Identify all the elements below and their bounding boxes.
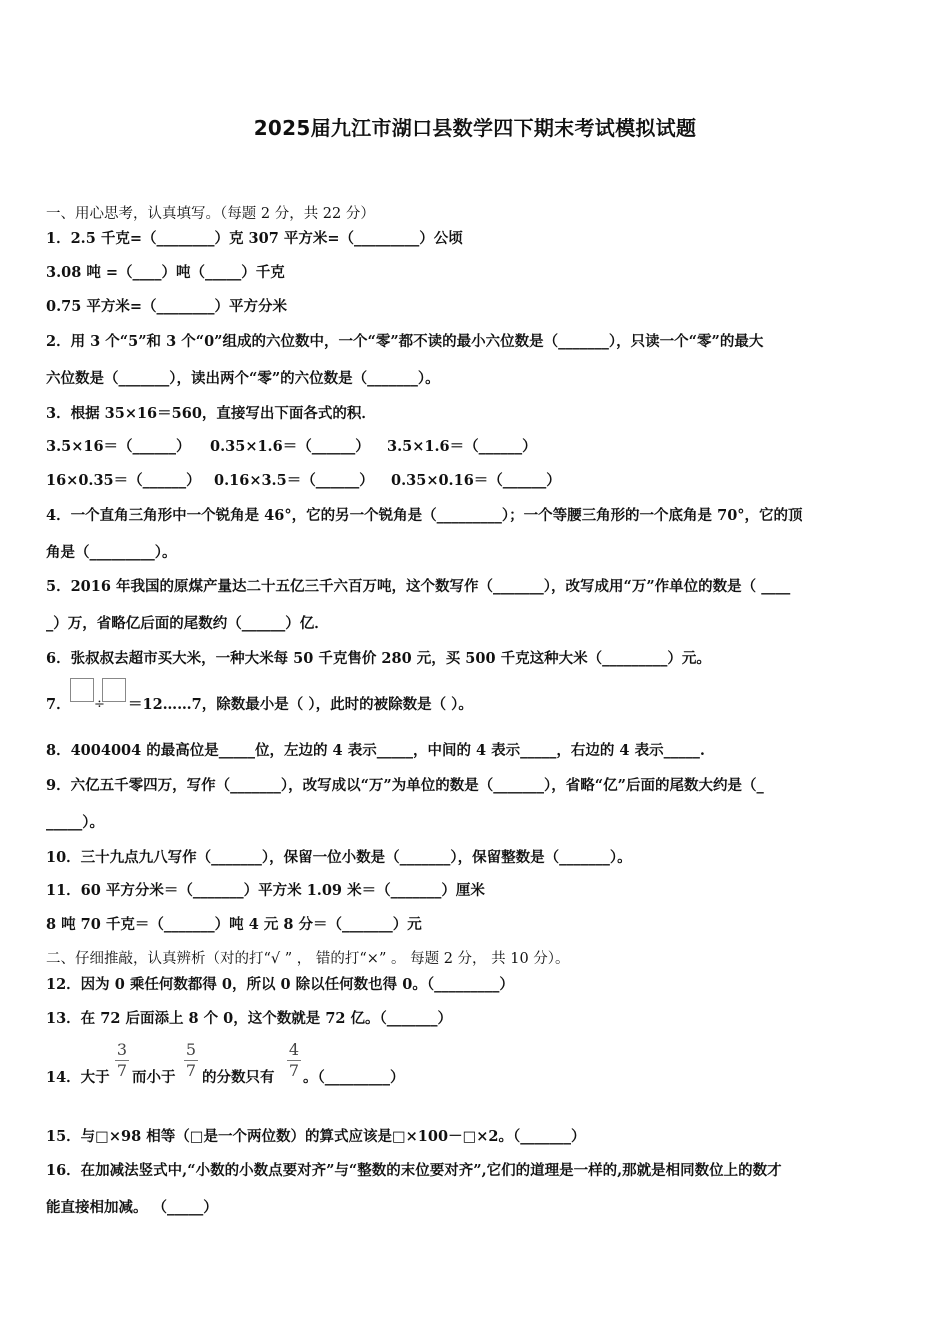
question-11-line-1: 11．60 平方分米＝（_______）平方米 1.09 米＝（_______）厘米	[46, 882, 485, 899]
question-16-line-1: 16．在加减法竖式中,“小数的小数点要对齐”与“整数的末位要对齐”,它们的道理是一样的,那就是相同数位上的数才	[46, 1162, 782, 1179]
question-9-line-1: 9．六亿五千零四万，写作（_______），改写成以“万”为单位的数是（_______），省略“亿”后面的尾数大约是（_	[46, 777, 764, 794]
question-16-line-2: 能直接相加减。 （_____）	[46, 1199, 218, 1216]
page-title: 2025届九江市湖口县数学四下期末考试模拟试题	[253, 116, 697, 140]
fraction-2	[184, 1042, 198, 1079]
question-3-item-1: 3.5×16＝（______）	[46, 438, 191, 455]
question-3-item-6: 0.35×0.16＝（______）	[391, 472, 561, 489]
question-4-line-1: 4．一个直角三角形中一个锐角是 46°，它的另一个锐角是（_________）；一个等腰三角形的一个底角是 70°，它的顶	[46, 507, 803, 524]
question-10: 10．三十九点九八写作（_______），保留一位小数是（_______），保留整数是（_______）。	[46, 849, 632, 866]
question-7-blank-boxes	[70, 678, 126, 712]
question-2-line-2: 六位数是（_______），读出两个“零”的六位数是（_______）。	[46, 370, 440, 387]
fraction-2-denominator: 7	[185, 1061, 197, 1080]
fraction-1-denominator: 7	[116, 1061, 128, 1080]
question-3-item-5: 0.16×3.5＝（______）	[214, 472, 374, 489]
fraction-1	[115, 1042, 129, 1079]
divide-sign: ÷	[94, 697, 105, 712]
question-5-line-2: _）万，省略亿后面的尾数约（______）亿．	[46, 615, 329, 632]
fraction-3	[287, 1042, 301, 1079]
question-3-item-4: 16×0.35＝（______）	[46, 472, 201, 489]
question-3-item-3: 3.5×1.6＝（______）	[387, 438, 537, 455]
question-2-line-1: 2．用 3 个“5”和 3 个“0”组成的六位数中，一个“零”都不读的最小六位数是（_______），只读一个“零”的最大	[46, 333, 764, 350]
question-14-middle: 而小于	[132, 1069, 176, 1086]
question-7-text: ＝12……7，除数最小是（ ），此时的被除数是（ ）。	[128, 696, 473, 713]
question-12: 12．因为 0 乘任何数都得 0，所以 0 除以任何数也得 0。（_________）	[46, 976, 514, 993]
question-11-line-2: 8 吨 70 千克＝（_______）吨 4 元 8 分＝（_______）元	[46, 916, 422, 933]
question-14-end: 。（_________）	[303, 1069, 405, 1086]
question-13: 13．在 72 后面添上 8 个 0，这个数就是 72 亿。（_______）	[46, 1010, 453, 1027]
question-14-prefix: 14．大于	[46, 1069, 110, 1086]
question-3-line-1: 3．根据 35×16＝560，直接写出下面各式的积．	[46, 405, 376, 422]
question-9-line-2: _____）。	[46, 814, 104, 831]
fraction-1-numerator: 3	[116, 1040, 128, 1059]
section-2-heading: 二、仔细推敲，认真辨析（对的打“√ ” ， 错的打“×” 。 每题 2 分， 共 10 分）。	[46, 951, 570, 967]
question-1-line-2: 3.08 吨 =（____）吨（_____）千克	[46, 264, 285, 281]
section-1-heading: 一、用心思考，认真填写。（每题 2 分，共 22 分）	[46, 206, 375, 222]
question-3-item-2: 0.35×1.6＝（______）	[210, 438, 370, 455]
question-8: 8．4004004 的最高位是_____位，左边的 4 表示_____，中间的 4 表示_____，右边的 4 表示_____.	[46, 742, 705, 759]
fraction-2-numerator: 5	[185, 1040, 197, 1059]
question-15: 15．与□×98 相等（□是一个两位数）的算式应该是□×100－□×2。（_______）	[46, 1128, 586, 1145]
question-5-line-1: 5．2016 年我国的原煤产量达二十五亿三千六百万吨，这个数写作（_______），改写成用“万”作单位的数是（ ____	[46, 578, 791, 595]
blank-box-1	[70, 678, 94, 702]
question-4-line-2: 角是（_________）。	[46, 544, 177, 561]
question-1-line-1: 1．2.5 千克=（________）克 307 平方米=（_________）公顷	[46, 230, 463, 247]
question-7-number: 7．	[46, 696, 71, 713]
fraction-3-denominator: 7	[288, 1061, 300, 1080]
blank-box-2	[102, 678, 126, 702]
question-1-line-3: 0.75 平方米=（________）平方分米	[46, 298, 288, 315]
question-14-post: 的分数只有	[202, 1069, 275, 1086]
fraction-3-numerator: 4	[288, 1040, 300, 1059]
question-6: 6．张叔叔去超市买大米，一种大米每 50 千克售价 280 元，买 500 千克这种大米（_________）元。	[46, 650, 711, 667]
